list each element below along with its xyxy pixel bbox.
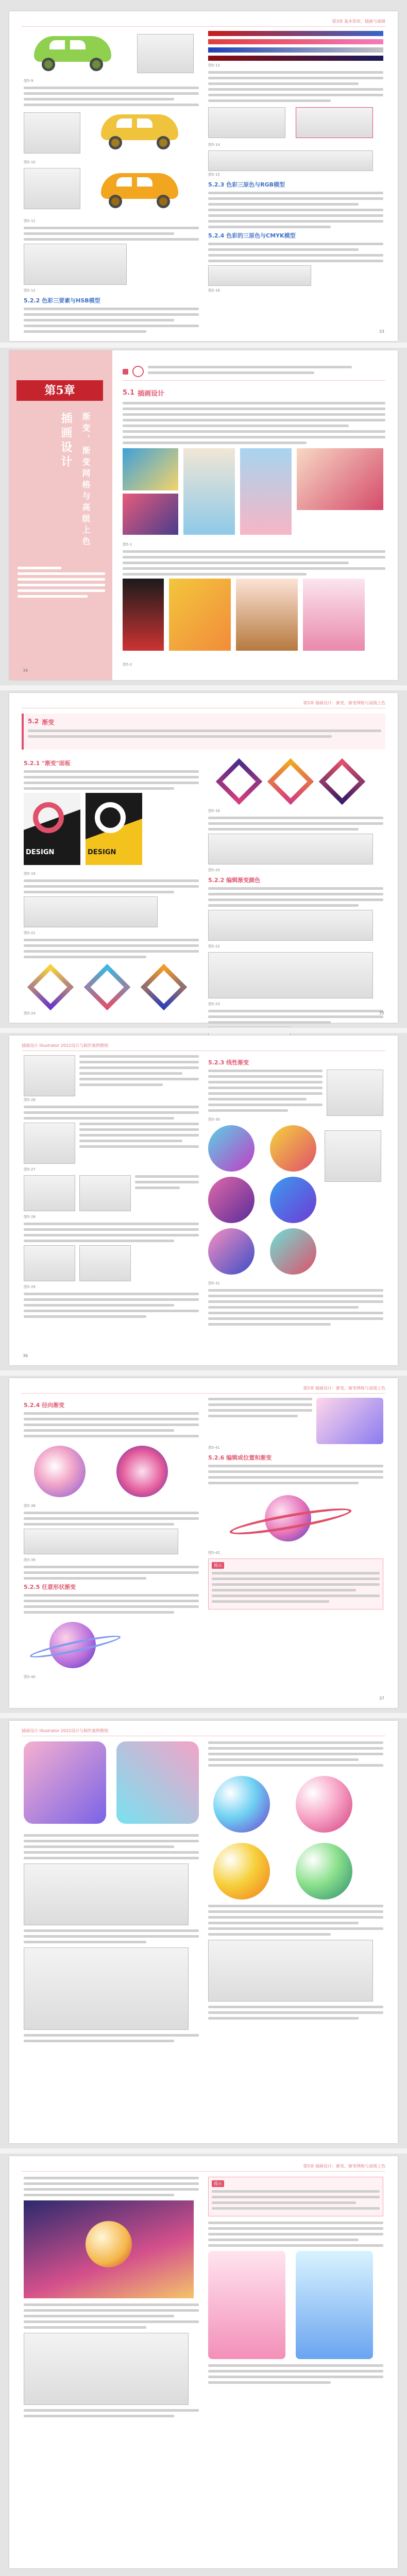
figure-caption: 图5-19	[24, 872, 36, 876]
figure-caption: 图5-42	[208, 1551, 220, 1555]
panel-screenshot-row	[24, 1175, 199, 1211]
panel-screenshot-row	[24, 1245, 199, 1281]
figure-caption: 图5-29	[24, 1285, 36, 1289]
section-number: 5.2	[28, 718, 39, 725]
tip-box	[208, 2177, 383, 2216]
page-7	[9, 2156, 398, 2568]
figure-caption: 图5-20	[208, 868, 220, 872]
header-text: 插画设计 Illustrator 2022设计与制作案例教程	[22, 1728, 109, 1733]
page-2	[9, 350, 398, 680]
mesh-figure	[24, 1741, 199, 1834]
figure-caption: 图5-23	[208, 1002, 220, 1006]
running-header	[22, 19, 385, 27]
intro-row	[123, 366, 385, 381]
poster-word: DESIGN	[26, 849, 55, 856]
figure-caption: 图5-15	[208, 173, 220, 177]
figure-caption: 图5-12	[24, 289, 36, 293]
running-header	[22, 700, 385, 708]
figure-caption: 图5-41	[208, 1446, 220, 1450]
running-header	[22, 2163, 385, 2172]
running-header	[22, 1728, 385, 1736]
gradient-bar	[208, 47, 383, 53]
page-5	[9, 1378, 398, 1708]
astronaut-row	[208, 1398, 383, 1444]
chapter-band	[9, 350, 112, 680]
section-heading: 5.2.2 色彩三要素与HSB模型	[24, 297, 100, 304]
figure-caption: 图5-26	[24, 1098, 36, 1102]
header-text: 第5章 插画设计：渐变、渐变网格与高级上色	[303, 2164, 385, 2168]
page-number: 34	[23, 668, 28, 673]
figure-caption: 图5-30	[208, 1117, 220, 1122]
color-panel-screenshot	[24, 244, 127, 285]
section-title-row	[123, 388, 385, 398]
diamond-frames-figure	[208, 756, 383, 807]
page-number: 35	[379, 1011, 384, 1015]
gradient-bar	[208, 56, 383, 61]
running-header	[22, 1385, 385, 1394]
gradient-diamonds-row	[24, 963, 199, 1010]
mesh-spheres-figure	[208, 1771, 383, 1905]
subsection-heading: 5.2.6 编辑或位置和渐变	[208, 1454, 272, 1461]
section-heading: 5.2.3 色彩三原色与RGB模型	[208, 181, 285, 188]
page-6	[9, 1721, 398, 2143]
figure-caption: 图5-40	[24, 1675, 36, 1679]
page-number: 37	[379, 1696, 384, 1701]
orange-car-figure	[24, 168, 199, 217]
figure-caption: 图5-31	[208, 1281, 220, 1285]
linear-gradient-intro	[208, 1070, 383, 1116]
gradient-panel-screenshot	[24, 896, 158, 927]
figure-caption: 图5-24	[24, 1011, 36, 1015]
mesh-edit-screenshot	[24, 1947, 189, 2030]
figure-caption: 图5-21	[24, 931, 36, 935]
illustration-grid	[123, 448, 385, 541]
panel-screenshot	[208, 265, 311, 286]
radial-sphere-figure	[24, 1440, 199, 1502]
illustration-figure	[24, 2200, 199, 2303]
subsection-heading: 5.2.3 线性渐变	[208, 1059, 249, 1066]
ringed-planet-figure	[208, 1487, 383, 1549]
running-header	[22, 1043, 385, 1051]
section-number: 5.1	[123, 389, 135, 397]
gradient-bar	[208, 31, 383, 36]
page-3	[9, 693, 398, 1023]
linear-sphere-figure	[208, 1125, 383, 1280]
subsection-heading: 5.2.5 任意形状渐变	[24, 1584, 76, 1590]
green-car-figure	[24, 31, 199, 77]
page-1	[9, 11, 398, 341]
header-text: 第5章 插画设计：渐变、渐变网格与高级上色	[303, 701, 385, 705]
poster-word: DESIGN	[88, 849, 116, 856]
yellow-car-figure	[24, 109, 199, 159]
subsection-heading: 5.2.1 "渐变"面板	[24, 760, 71, 767]
figure-caption: 图5-1	[123, 543, 132, 547]
chapter-title: 插画设计	[59, 412, 73, 470]
color-picker-screenshot	[208, 952, 373, 998]
gradient-options-screenshot	[208, 834, 373, 865]
appearance-panel-screenshot	[208, 1940, 373, 2002]
illustration-row	[123, 579, 385, 661]
figure-caption: 图5-18	[208, 809, 220, 813]
header-text: 第5章 插画设计：渐变、渐变网格与高级上色	[303, 1386, 385, 1391]
panel-screenshot-row	[24, 1055, 199, 1096]
intro-tag	[123, 369, 128, 375]
page-number: 33	[379, 329, 384, 334]
section-title: 插画设计	[138, 390, 165, 398]
section-title: 渐变	[42, 719, 55, 726]
tip-label: 提示	[212, 1562, 224, 1569]
design-poster-figure	[24, 793, 199, 870]
palette-figure	[208, 105, 383, 141]
gradient-bar	[208, 39, 383, 44]
figure-caption: 图5-10	[24, 160, 36, 164]
figure-caption: 图5-2	[123, 663, 132, 667]
figure-caption: 图5-38	[24, 1504, 36, 1508]
chapter-subtitle: 渐变、渐变网格与高级上色	[81, 412, 91, 548]
panel-screenshot-row	[24, 1123, 199, 1164]
figure-caption: 图5-11	[24, 219, 36, 223]
header-text: 第3章 基本形状、插画与滤镜	[332, 19, 385, 24]
page-number: 36	[23, 1353, 28, 1358]
figure-caption: 图5-28	[24, 1215, 36, 1219]
tip-label: 提示	[212, 2180, 224, 2187]
character-figure	[208, 2251, 383, 2364]
tip-box	[208, 1558, 383, 1609]
subsection-heading: 5.2.4 径向渐变	[24, 1402, 65, 1409]
figure-caption: 图5-27	[24, 1167, 36, 1172]
header-text: 插画设计 Illustrator 2022设计与制作案例教程	[22, 1043, 109, 1048]
subsection-heading: 5.2.2 编辑渐变颜色	[208, 877, 261, 884]
mesh-panel-screenshot	[24, 1863, 189, 1925]
figure-caption: 图5-16	[208, 289, 220, 293]
section-heading: 5.2.4 色彩的三原色与CMYK模型	[208, 232, 296, 239]
swatch-row-screenshot	[208, 150, 373, 171]
figure-caption: 图5-14	[208, 143, 220, 147]
layers-panel-screenshot	[24, 2333, 189, 2405]
radial-options-screenshot	[24, 1529, 178, 1554]
freeform-planet-figure	[24, 1617, 199, 1673]
figure-caption: 图5-22	[208, 944, 220, 948]
figure-caption: 图5-13	[208, 63, 220, 67]
gradient-slider-screenshot	[208, 910, 373, 941]
page-4	[9, 1036, 398, 1365]
clock-icon	[132, 366, 144, 377]
figure-caption: 图5-39	[24, 1558, 36, 1562]
chapter-label: 第5章	[16, 380, 103, 401]
figure-caption: 图5-9	[24, 79, 33, 83]
section-intro-box	[22, 714, 385, 750]
